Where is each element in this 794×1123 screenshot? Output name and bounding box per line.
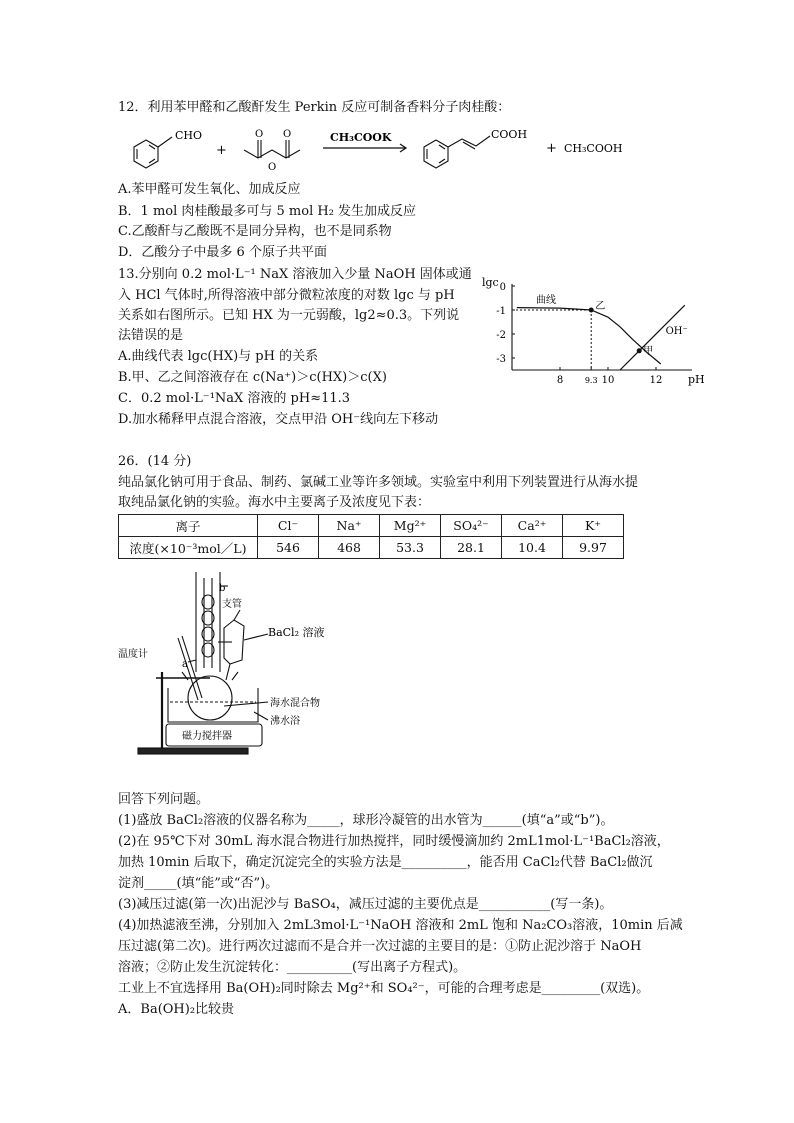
byproduct-label: CH₃COOH [564,142,623,155]
y-axis-label: lgc [482,276,499,289]
cinnamic-acid-structure [424,136,490,168]
acetic-anhydride-structure [244,140,300,158]
value-ca: 10.4 [502,537,563,559]
q26-line-3: (2)在 95℃下对 30mL 海水混合物进行加热搅拌，同时缓慢滴加约 2mL1mol·L⁻¹BaCl₂溶液， [118,834,670,849]
perkin-reaction-scheme [118,120,638,178]
row-label-concentration: 浓度(×10⁻³mol／L) [119,537,258,559]
series-oh-label: OH⁻ [665,326,688,337]
label-thermometer: 温度计 [118,649,148,660]
cooh-label: COOH [491,128,528,141]
reaction-arrow [323,144,406,152]
three-neck-flask [182,672,238,720]
series-curve-line [517,308,661,364]
table-row [119,537,624,559]
point-1 [637,348,642,353]
ion-na: Na⁺ [319,515,380,537]
q26-header: 26．(14 分) [118,454,192,469]
q13-stem-line-4: 法错误的是 [118,328,184,343]
ion-so4: SO₄²⁻ [441,515,502,537]
q13-option-c: C．0.2 mol·L⁻¹NaX 溶液的 pH≈11.3 [118,391,351,406]
q26-line-8: 压过滤(第二次)。进行两次过滤而不是合并一次过滤的主要目的是：①防止泥沙溶于 NaOH [118,939,642,954]
value-cl: 546 [258,537,319,559]
q26-intro-line-2: 取纯品氯化钠的实验。海水中主要离子及浓度见下表： [118,495,431,510]
ion-mg: Mg²⁺ [380,515,441,537]
q12-option-c: C.乙酸酐与乙酸既不是同分异构，也不是同系物 [118,224,392,239]
value-na: 468 [319,537,380,559]
q26-line-2: (1)盛放 BaCl₂溶液的仪器名称为_____，球形冷凝管的出水管为______(填“a”或“b”)。 [118,813,614,828]
q12-option-a: A.苯甲醛可发生氧化、加成反应 [118,182,301,197]
ion-cl: Cl⁻ [258,515,319,537]
plus-sign-1: + [216,143,227,158]
row-label-ion: 离子 [119,515,258,537]
y-tick-label-2: -2 [496,330,506,341]
series-curve-label: 曲线 [536,294,556,306]
value-mg: 53.3 [380,537,441,559]
dropping-funnel [218,610,244,680]
point-label-0: 乙 [595,301,606,312]
label-stirrer: 磁力搅拌器 [182,731,232,742]
ion-ca: Ca²⁺ [502,515,563,537]
y-tick-label-1: -1 [496,306,506,317]
q26-line-11: A．Ba(OH)₂比较贵 [118,1002,235,1017]
y-tick-label-0: 0 [499,282,506,293]
o-top-1: O [255,129,264,140]
value-so4: 28.1 [441,537,502,559]
q12-stem: 12．利用苯甲醛和乙酸酐发生 Perkin 反应可制备香料分子肉桂酸： [118,100,511,115]
label-a: a [182,659,188,670]
q13-stem-line-1: 13.分别向 0.2 mol·L⁻¹ NaX 溶液加入少量 NaOH 固体或通 [118,267,472,282]
x-tick-label-2: 10 [601,375,615,386]
point-label-1: 甲 [643,345,654,357]
q26-intro-line-1: 纯品氯化钠可用于食品、制药、氯碱工业等许多领域。实验室中利用下列装置进行从海水提 [118,475,639,490]
ring-o: O [268,162,277,173]
x-tick-label-0: 8 [556,375,564,386]
ion-k: K⁺ [563,515,624,537]
table-row [119,515,624,537]
label-b: b [219,583,226,594]
label-branch-tube: 支管 [222,599,242,610]
q26-line-6: (3)减压过滤(第一次)出泥沙与 BaSO₄，减压过滤的主要优点是___________(写一条)。 [118,897,613,912]
plus-sign-2: + [546,141,557,156]
q13-option-b: B.甲、乙之间溶液存在 c(Na⁺)＞c(HX)＞c(X) [118,370,387,385]
label-bacl2: BaCl₂ 溶液 [268,626,325,639]
lgc-ph-chart [480,272,710,390]
value-k: 9.97 [563,537,624,559]
label-water-bath: 沸水浴 [270,716,300,727]
y-tick-label-3: -3 [496,354,506,365]
x-tick-label-1: 9.3 [584,376,598,385]
q26-line-7: (4)加热滤液至沸，分别加入 2mL3mol·L⁻¹NaOH 溶液和 2mL 饱和 Na₂CO₃溶液，10min 后减 [118,918,683,933]
benzaldehyde-structure [134,137,172,168]
q26-line-9: 溶液；②防止发生沉淀转化：__________(写出离子方程式)。 [118,960,467,975]
x-axis-label: pH [688,373,705,386]
o-top-2: O [283,129,292,140]
q26-line-5: 淀剂_____(填“能”或“否”)。 [118,876,279,891]
q26-line-4: 加热 10min 后取下，确定沉淀完全的实验方法是__________，能否用 CaCl₂代替 BaCl₂做沉 [118,855,653,870]
q12-option-b: B．1 mol 肉桂酸最多可与 5 mol H₂ 发生加成反应 [118,204,417,219]
q12-option-d: D．乙酸分子中最多 6 个原子共平面 [118,245,327,260]
catalyst-label: CH₃COOK [330,131,392,144]
apparatus-diagram [118,572,338,762]
x-tick-label-3: 12 [649,375,663,386]
cho-label: CHO [175,129,203,142]
ion-concentration-table [118,514,624,559]
q13-stem-line-2: 入 HCl 气体时,所得溶液中部分微粒浓度的对数 lgc 与 pH [118,288,455,303]
q26-line-1: 回答下列问题。 [118,792,210,807]
series-oh-line [620,305,685,370]
q13-option-d: D.加水稀释甲点混合溶液，交点甲沿 OH⁻线向左下移动 [118,412,439,427]
water-bath-beaker [168,688,258,722]
q13-option-a: A.曲线代表 lgc(HX)与 pH 的关系 [118,349,319,364]
label-seawater-mix: 海水混合物 [270,698,320,709]
q26-line-10: 工业上不宜选择用 Ba(OH)₂同时除去 Mg²⁺和 SO₄²⁻，可能的合理考虑是_________(双选)。 [118,981,650,996]
stand-base [138,748,248,754]
q13-stem-line-3: 关系如右图所示。已知 HX 为一元弱酸，lg2≈0.3。下列说 [118,308,460,323]
